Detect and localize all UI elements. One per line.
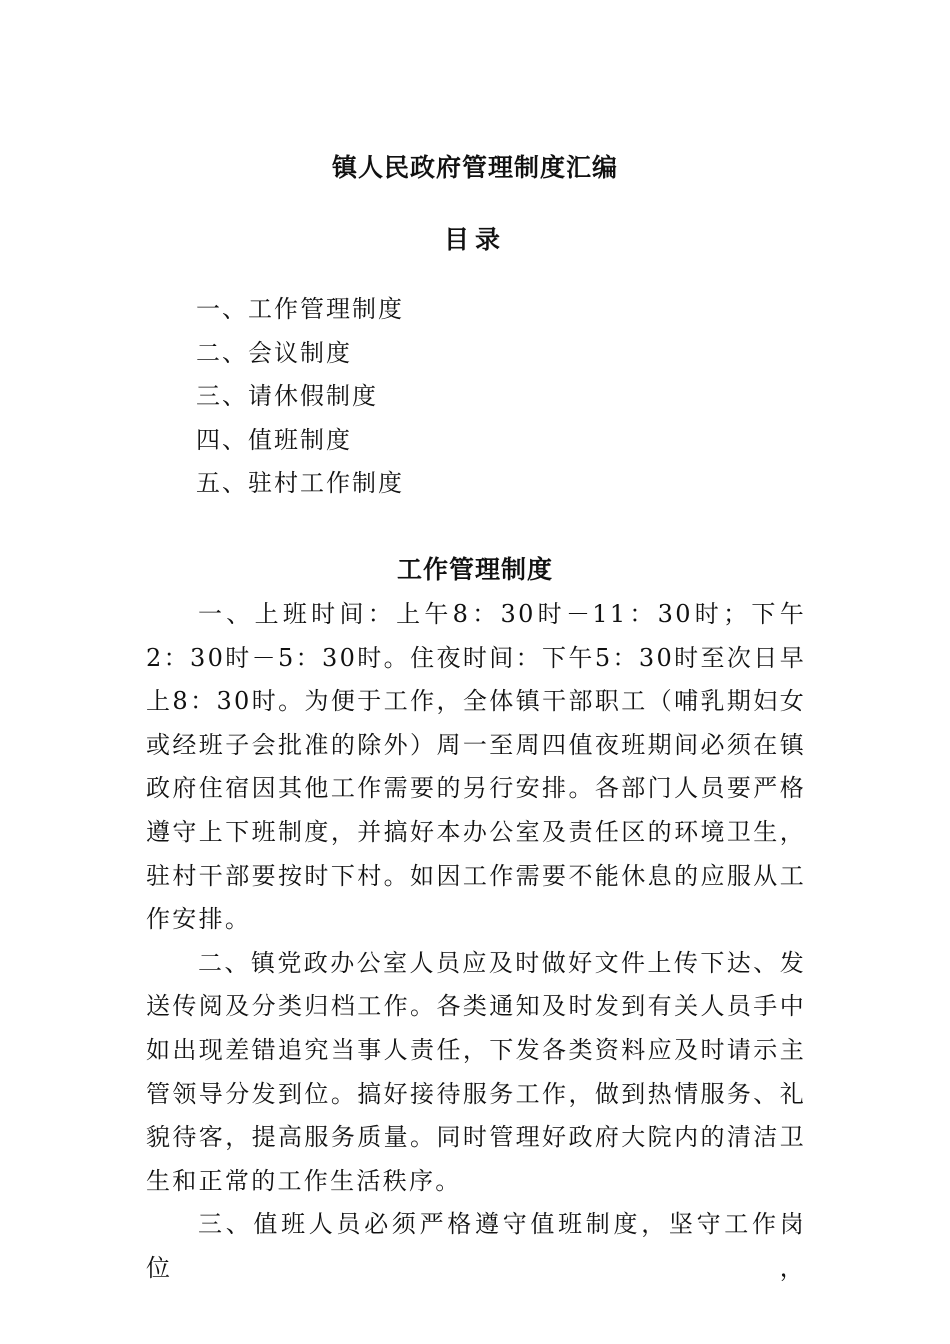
body-paragraph: 二、镇党政办公室人员应及时做好文件上传下达、发送传阅及分类归档工作。各类通知及时发到有关人员手中如出现差错追究当事人责任，下发各类资料应及时请示主管领导分发到位。搞好接待服务工作，做到热情服务、礼貌待客，提高服务质量。同时管理好政府大院内的清洁卫生和正常的工作生活秩序。 xyxy=(146,948,806,1195)
toc-item: 五、驻村工作制度 xyxy=(196,469,404,497)
toc-list xyxy=(196,288,404,506)
toc-item: 四、值班制度 xyxy=(196,425,352,454)
body-paragraph: 一、上班时间：上午8：30时－11：30时；下午2：30时－5：30时。住夜时间：下午5：30时至次日早上8：30时。为便于工作，全体镇干部职工（哺乳期妇女或经班子会批准的除外）周一至周四值夜班期间必须在镇政府住宿因其他工作需要的另行安排。各部门人员要严格遵守上下班制度，并搞好本办公室及责任区的环境卫生，驻村干部要按时下村。如因工作需要不能休息的应服从工作安排。 xyxy=(146,600,806,934)
document-title: 镇人民政府管理制度汇编 xyxy=(331,153,618,182)
toc-item: 二、会议制度 xyxy=(196,338,352,367)
toc-item: 三、请休假制度 xyxy=(196,382,378,410)
section-title: 工作管理制度 xyxy=(396,555,553,584)
toc-item: 一、工作管理制度 xyxy=(196,295,404,323)
section-body xyxy=(146,593,806,1291)
body-paragraph: 三、值班人员必须严格遵守值班制度，坚守工作岗位， xyxy=(146,1210,806,1282)
toc-title: 目录 xyxy=(443,225,506,254)
